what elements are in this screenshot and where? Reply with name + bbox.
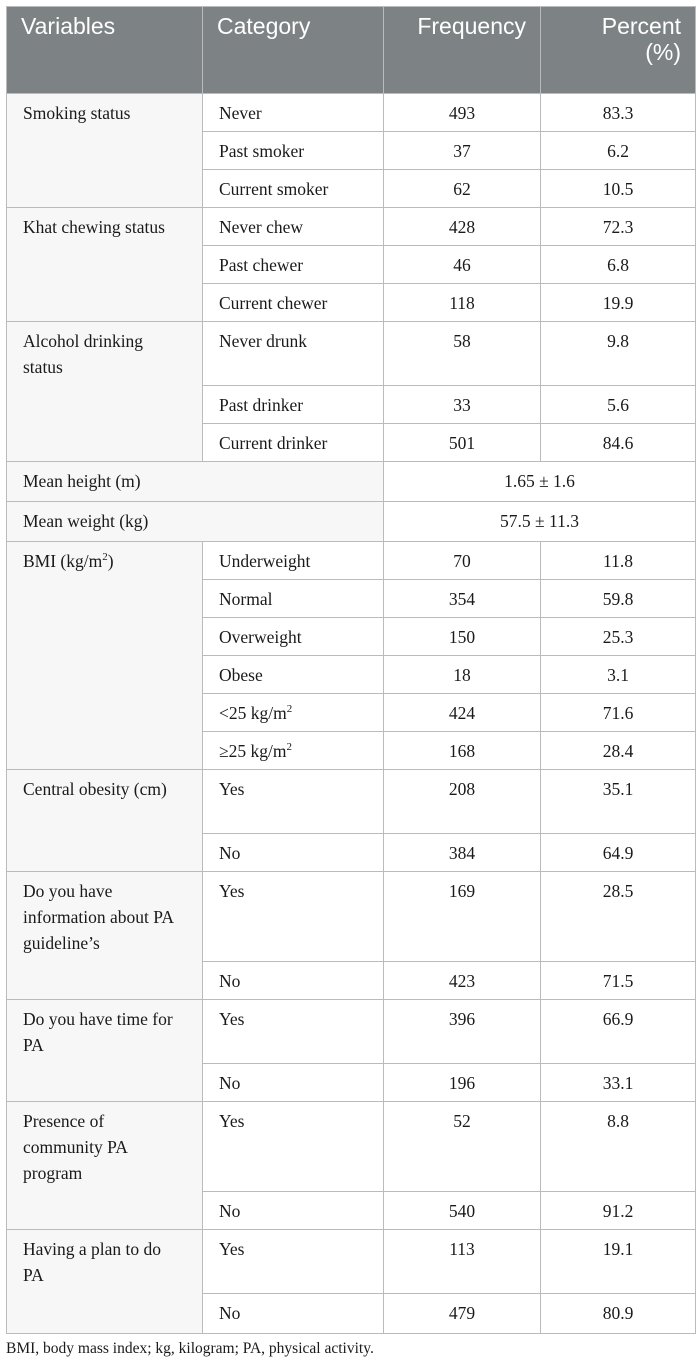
row-label-weight: Mean weight (kg) (7, 502, 384, 542)
percent-cell: 19.9 (541, 284, 696, 322)
category-cell: Past drinker (203, 386, 384, 424)
category-cell: Yes (203, 770, 384, 834)
header-category: Category (203, 7, 384, 94)
row-label-height: Mean height (m) (7, 462, 384, 502)
percent-cell: 35.1 (541, 770, 696, 834)
row-label-khat: Khat chewing status (7, 208, 203, 322)
frequency-cell: 113 (384, 1230, 541, 1294)
category-sup: 2 (286, 703, 293, 716)
category-cell: Yes (203, 1230, 384, 1294)
category-cell: No (203, 962, 384, 1000)
row-label-central-obesity: Central obesity (cm) (7, 770, 203, 872)
category-cell: Yes (203, 872, 384, 962)
bmi-label-sup: 2 (102, 551, 108, 564)
table-footnote: BMI, body mass index; kg, kilogram; PA, physical activity. (6, 1340, 374, 1357)
percent-cell: 5.6 (541, 386, 696, 424)
row-label-plan-pa: Having a plan to do PA (7, 1230, 203, 1334)
category-sup: 2 (286, 741, 292, 754)
category-cell: Yes (203, 1102, 384, 1192)
row-label-time-for-pa: Do you have time for PA (7, 1000, 203, 1102)
percent-cell: 28.4 (541, 732, 696, 770)
table-row (7, 872, 696, 962)
frequency-cell: 37 (384, 132, 541, 170)
frequency-cell: 169 (384, 872, 541, 962)
percent-cell: 71.6 (541, 694, 696, 732)
percent-cell: 28.5 (541, 872, 696, 962)
frequency-cell: 18 (384, 656, 541, 694)
category-cell: Never chew (203, 208, 384, 246)
frequency-cell: 501 (384, 424, 541, 462)
percent-cell: 10.5 (541, 170, 696, 208)
frequency-cell: 354 (384, 580, 541, 618)
row-label-smoking: Smoking status (7, 94, 203, 208)
table-row (7, 208, 696, 246)
frequency-cell: 46 (384, 246, 541, 284)
table-body (7, 94, 696, 1334)
percent-cell: 8.8 (541, 1102, 696, 1192)
frequency-cell: 118 (384, 284, 541, 322)
percent-cell: 25.3 (541, 618, 696, 656)
percent-cell: 91.2 (541, 1192, 696, 1230)
frequency-cell: 150 (384, 618, 541, 656)
frequency-cell: 33 (384, 386, 541, 424)
category-cell: No (203, 834, 384, 872)
row-label-bmi (7, 542, 203, 770)
data-table (6, 6, 696, 1334)
percent-cell: 72.3 (541, 208, 696, 246)
percent-cell: 83.3 (541, 94, 696, 132)
frequency-cell: 168 (384, 732, 541, 770)
frequency-cell: 196 (384, 1064, 541, 1102)
table-row (7, 322, 696, 386)
frequency-cell: 70 (384, 542, 541, 580)
bmi-label-end: ) (107, 551, 114, 571)
category-cell: Current drinker (203, 424, 384, 462)
category-text: ≥25 kg/m (219, 741, 287, 761)
percent-cell: 59.8 (541, 580, 696, 618)
category-cell: Current smoker (203, 170, 384, 208)
frequency-cell: 52 (384, 1102, 541, 1192)
header-frequency: Frequency (384, 7, 541, 94)
category-cell (203, 732, 384, 770)
percent-cell: 33.1 (541, 1064, 696, 1102)
frequency-cell: 493 (384, 94, 541, 132)
header-percent-line1: Percent (601, 13, 681, 39)
category-cell: Past chewer (203, 246, 384, 284)
percent-cell: 11.8 (541, 542, 696, 580)
frequency-cell: 208 (384, 770, 541, 834)
frequency-cell: 384 (384, 834, 541, 872)
table-row (7, 1102, 696, 1192)
percent-cell: 84.6 (541, 424, 696, 462)
frequency-cell: 479 (384, 1294, 541, 1334)
bmi-label-text: BMI (kg/m (23, 551, 103, 571)
table-row (7, 1230, 696, 1294)
category-cell: Underweight (203, 542, 384, 580)
row-label-alcohol: Alcohol drinking status (7, 322, 203, 462)
frequency-cell: 424 (384, 694, 541, 732)
table-row (7, 462, 696, 502)
row-label-community-pa: Presence of community PA program (7, 1102, 203, 1230)
table-row (7, 1000, 696, 1064)
header-percent (541, 7, 696, 94)
frequency-cell: 396 (384, 1000, 541, 1064)
category-cell: Yes (203, 1000, 384, 1064)
category-cell: No (203, 1064, 384, 1102)
category-cell (203, 694, 384, 732)
header-percent-line2: (%) (645, 39, 681, 65)
row-label-pa-guideline: Do you have information about PA guideline’s (7, 872, 203, 1000)
table-row (7, 502, 696, 542)
table-row (7, 542, 696, 580)
percent-cell: 80.9 (541, 1294, 696, 1334)
table-row (7, 94, 696, 132)
category-cell: Normal (203, 580, 384, 618)
percent-cell: 6.8 (541, 246, 696, 284)
frequency-cell: 428 (384, 208, 541, 246)
frequency-cell: 423 (384, 962, 541, 1000)
percent-cell: 66.9 (541, 1000, 696, 1064)
category-cell: Overweight (203, 618, 384, 656)
frequency-cell: 58 (384, 322, 541, 386)
category-cell: Never drunk (203, 322, 384, 386)
percent-cell: 9.8 (541, 322, 696, 386)
category-cell: No (203, 1192, 384, 1230)
category-cell: No (203, 1294, 384, 1334)
percent-cell: 71.5 (541, 962, 696, 1000)
weight-value: 57.5 ± 11.3 (384, 502, 696, 542)
frequency-cell: 62 (384, 170, 541, 208)
percent-cell: 19.1 (541, 1230, 696, 1294)
height-value: 1.65 ± 1.6 (384, 462, 696, 502)
table-header (7, 7, 696, 94)
category-cell: Past smoker (203, 132, 384, 170)
percent-cell: 6.2 (541, 132, 696, 170)
category-cell: Current chewer (203, 284, 384, 322)
category-cell: Obese (203, 656, 384, 694)
category-cell: Never (203, 94, 384, 132)
table-row (7, 770, 696, 834)
header-variables: Variables (7, 7, 203, 94)
percent-cell: 64.9 (541, 834, 696, 872)
category-text: <25 kg/m (219, 703, 287, 723)
percent-cell: 3.1 (541, 656, 696, 694)
frequency-cell: 540 (384, 1192, 541, 1230)
